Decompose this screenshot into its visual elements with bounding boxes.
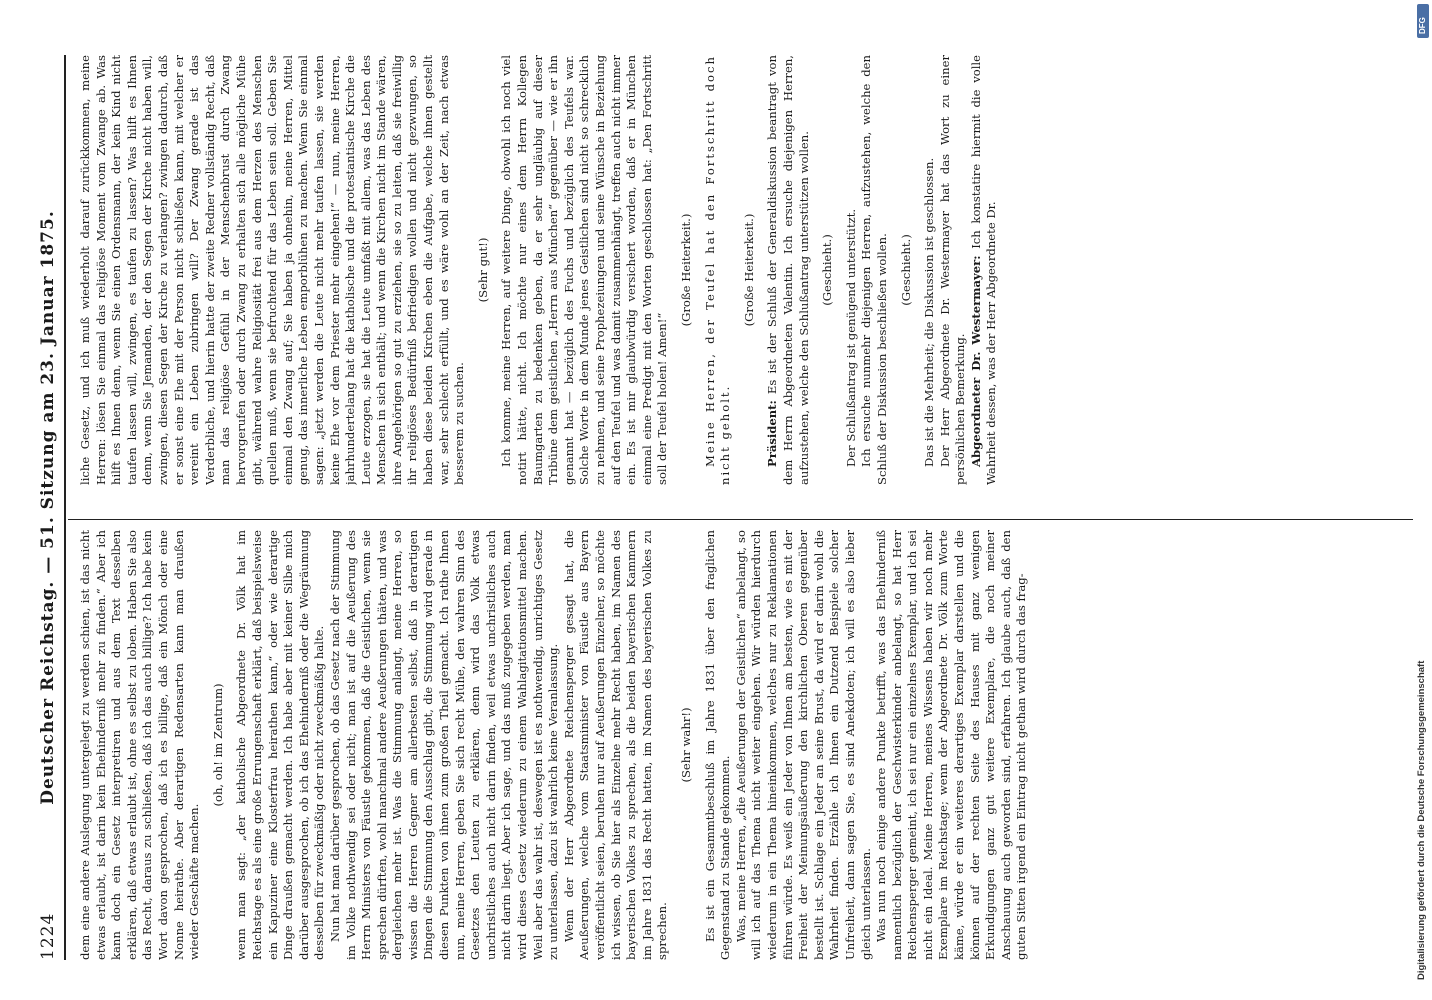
column-separator: [68, 519, 1413, 520]
speech-text: Es ist der Schluß der Generaldiskussion beantragt von dem Herrn Abgeordneten Valentin. Ich ersuche diejenigen Herren, aufzustehen, welche den Schlußantrag unterstützen wollen.: [765, 55, 811, 485]
interjection: (Sehr gut!): [475, 237, 490, 303]
interjection: (Große Heiterkeit.): [678, 213, 693, 327]
paragraph: Meine Herren, der Teufel hat den Fortschritt doch nicht geholt.: [702, 55, 733, 485]
paragraph: dem eine andere Auslegung untergelegt zu werden schien, ist das nicht etwas erlaubt, ist darin kein Ehehinderniß mehr zu finden.“ Aber ich kann doch ein Gesetz interpretiren und aus dem Text desselben erklären, daß etwas erlaubt ist, ohne es selbst zu loben. Haben Sie also das Recht, daraus zu schließen, daß ich das auch billige? Ich habe kein Wort davon gesprochen, daß ich es billige, daß ein Mönch oder eine Nonne heirathe. Aber derartigen Redensarten kann man draußen wieder Geschäfte machen.: [78, 530, 202, 960]
speech-text: Ich konstatire hiermit die volle Wahrheit dessen, was der Herr Abgeordnete Dr.: [968, 55, 999, 485]
paragraph: Der Herr Abgeordnete Dr. Westermayer hat das Wort zu einer persönlichen Bemerkung.: [937, 55, 968, 485]
right-column: [78, 55, 1408, 485]
paragraph: Was nun noch einige andere Punkte betrifft, was das Ehehinderniß namentlich bezüglich der Geschwisterkinder anbelangt, so hat Herr Reichensperger gemeint, ich sei nur ein einzelnes Exemplar, und ich sei nicht ein Ideal. Meine Herren, meines Wissens haben wir noch mehr Exemplare im Reichstage; wenn der Abgeordnete Dr. Völk zum Worte käme, würde er ein weiteres derartiges Exemplar darstellen und die können auf der rechten Seite des Hauses mit ganz wenigen Erkundigungen ganz gut weitere Exemplare, die noch meiner Anschauung auch geworden sind, erfahren. Ich glaube auch, daß den guten Sitten irgend ein Eintrag nicht gethan wird durch das frag-: [874, 530, 1029, 960]
paragraph: Nun hat man darüber gesprochen, ob das Gesetz nach der Stimmung im Volke nothwendig sei oder nicht; man ist auf die Aeußerung des Herrn Ministers von Fäustle gekommen, daß die Geistlichen, wenn sie sprechen dürften, wohl manchmal andere Aeußerungen thäten, und was dergleichen mehr ist. Was die Stimmung anlangt, meine Herren, so wissen die Herren Gegner am allerbesten selbst, daß in derartigen Dingen die Stimmung den Ausschlag gibt, die Stimmung wird gerade in diesen Punkten von ihnen zum großen Theil gemacht. Ich rathe Ihnen nun, meine Herren, geben Sie sich recht Mühe, den wahren Sinn des Gesetzes den Leuten zu erklären, denn wird das Volk etwas unchristliches auch nicht darin finden, weil etwas unchristliches auch nicht darin liegt. Aber ich sage, und das muß zugegeben werden, man wird dieses Gesetz wiederum zu einem Wahlagitationsmittel machen. Weil aber das wahr ist, deswegen ist es nothwendig, unrichtiges Gesetz zu unterlassen, dazu ist wahrlich keine Veranlassung.: [327, 530, 561, 960]
paragraph: liche Gesetz, und ich muß wiederholt darauf zurückkommen, meine Herren: lösen Sie einmal das religiöse Moment vom Zwange ab. Was hilft es Ihnen denn, wenn Sie einen Ordensmann, der kein Kind nicht taufen lassen will, zwingen, es taufen zu lassen? Was hilft es Ihnen denn, wenn Sie Jemanden, der den Segen der Kirche nicht haben will, zwingen, diesen Segen der Kirche zu verlangen? zwingen dadurch, daß er sonst eine Ehe mit der Person nicht schließen kann, mit welcher er vereint ein Leben zubringen will? Der Zwang gerade ist das Verderbliche, und hierin hatte der zweite Redner vollständig Recht, daß man das religiöse Gefühl in der Menschenbrust durch Zwang hervorgerufen oder durch Zwang zu erhalten sich alle mögliche Mühe gibt, während wahre Religiosität frei aus dem Herzen des Menschen quellen muß, wenn sie befruchtend für das Leben sein soll. Geben Sie einmal den Zwang auf; Sie haben ja ohnehin, meine Herren, Mittel genug, das innerliche Leben emporblühen zu machen. Wenn Sie einmal sagen: „jetzt werden die Leute nicht mehr taufen lassen, sie werden keine Ehe vor dem Priester mehr eingehen!“ — nun, meine Herren, jahrhundertelang hat die katholische und die protestantische Kirche die Leute erzogen, sie hat die Leute umfaßt mit allem, was das Leben des Menschen in sich enthält; und wenn die Kirchen nicht im Stande wären, ihre Angehörigen so gut zu erziehen, sie so zu leiten, daß sie freiwillig ihr religiöses Bedürfniß befriedigen wollen und nicht gezwungen, so haben diese beiden Kirchen eben die Aufgabe, welche ihnen gestellt war, sehr schlecht erfüllt, und es wäre wohl an der Zeit, nach etwas besserem zu suchen.: [78, 55, 467, 485]
interjection: (Große Heiterkeit.): [741, 213, 756, 327]
page-header: [38, 55, 62, 960]
paragraph: Was, meine Herren, „die Aeußerungen der Geistlichen“ anbelangt, so will ich auf das Thema nicht weiter eingehen. Wir würden hierdurch wiederum in ein Thema hineinkommen, welches nur zu Reklamationen führen würde. Es weiß ein Jeder von Ihnen am besten, wie es mit der Freiheit der Meinungsäußerung den kirchlichen Oberen gegenüber bestellt ist. Schlage ein Jeder an seine Brust, da wird er darin wohl die Wahrheit finden. Erzähle ich Ihnen ein Dutzend Beispiele solcher Unfreiheit, dann sagen Sie, es sind Anekdoten; ich will es also lieber gleich unterlassen.: [733, 530, 873, 960]
page-title: Deutscher Reichstag. — 51. Sitzung am 23. Januar 1875.: [38, 210, 58, 805]
paragraph: Ich komme, meine Herren, auf weitere Dinge, obwohl ich noch viel notirt hätte, nicht. Ich möchte nur eines dem Herrn Kollegen Baumgarten zu bedenken geben, da er sehr ungläubig auf dieser Tribüne dem geistlichen „Herrn aus München“ gegenüber — wie er ihn genannt hat — bezüglich des Fuchs und bezüglich des Teufels war. Solche Worte in dem Munde jenes Geistlichen sind nicht so schrecklich zu nehmen, und seine Prophezeiungen und seine Wünsche in Beziehung auf den Teufel und was damit zusammenhängt, treffen auch nicht immer ein. Es ist mir glaubwürdig versichert worden, daß er in München einmal eine Predigt mit den Worten geschlossen hat: „Den Fortschritt soll der Teufel holen! Amen!“: [499, 55, 670, 485]
paragraph: Das ist die Mehrheit; die Diskussion ist geschlossen.: [922, 157, 937, 467]
interjection: (Geschieht.): [820, 234, 835, 306]
speaker-label: Abgeordneter Dr. Westermayer:: [968, 255, 983, 467]
paragraph: [969, 55, 1000, 485]
header-rule: [64, 55, 66, 960]
page-number: 1224: [38, 912, 58, 960]
dfg-logo-badge: [1417, 4, 1429, 38]
paragraph: Wenn der Herr Abgeordnete Reichensperger gesagt hat, die Aeußerungen, welche vom Staatsminister von Fäustle aus Bayern veröffentlicht seien, beruhen nur auf Aeußerungen Einzelner, so möchte ich wissen, ob Sie hier als Einzelne mehr Recht haben, im Namen des bayerischen Volkes zu sprechen, als die beiden bayerischen Kammern im Jahre 1831 das Recht hatten, im Namen des bayerischen Volkes zu sprechen.: [561, 530, 670, 960]
digitization-note: [1416, 320, 1430, 980]
dfg-logo-text: DFG: [1418, 17, 1427, 34]
paragraph: wenn man sagt: „der katholische Abgeordnete Dr. Völk hat im Reichstage es als eine große Errungenschaft erklärt, daß beispielsweise ein Kapuziner eine Klosterfrau heirathen kann,“ oder wie derartige Dinge draußen gemacht werden. Ich habe aber mit keiner Silbe mich darüber ausgesprochen, ob ich das Ehehinderniß oder die Wegräumung desselben für zweckmäßig oder nicht zweckmäßig halte.: [234, 530, 327, 960]
paragraph: Ich ersuche nunmehr diejenigen Herren, aufzustehen, welche den Schluß der Diskussion beschließen wollen.: [859, 55, 889, 485]
digitization-note-text: Digitalisierung gefördert durch die Deutsche Forschungsgemeinschaft: [1416, 660, 1427, 980]
interjection: (Geschieht.): [898, 234, 913, 306]
paragraph: [765, 55, 812, 485]
paragraph: Es ist ein Gesammtbeschluß im Jahre 1831 über den fraglichen Gegenstand zu Stande gekommen.: [702, 530, 733, 960]
speaker-label: Präsident:: [765, 400, 780, 467]
interjection: (Sehr wahr!): [678, 707, 693, 783]
left-column: [78, 530, 1408, 960]
interjection: (oh, oh! im Zentrum): [210, 683, 225, 807]
paragraph: Der Schlußantrag ist genügend unterstützt.: [843, 208, 858, 467]
